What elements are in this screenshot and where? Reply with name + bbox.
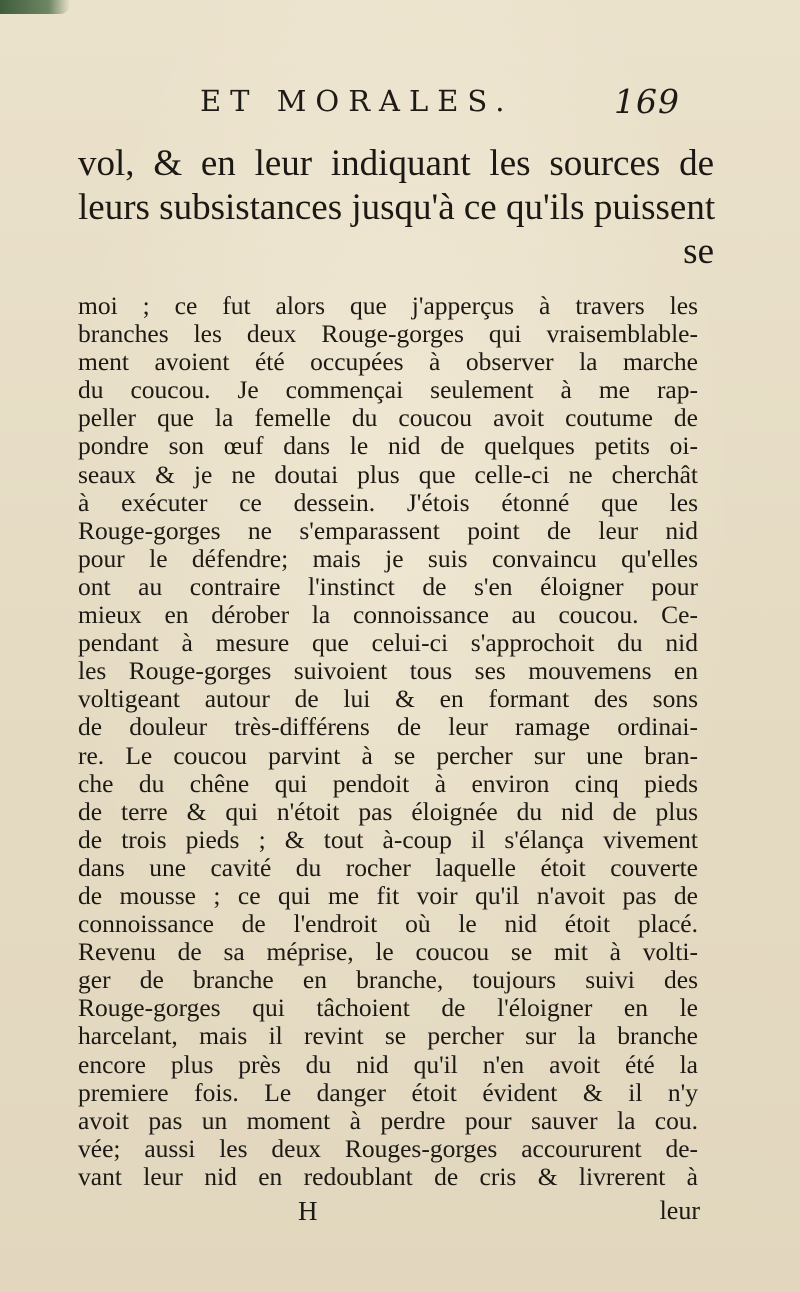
text-line: dans une cavité du rocher laquelle étoit couverte [78,852,698,882]
text-line: premiere fois. Le danger étoit évident & il n'y [78,1077,698,1107]
text-line: re. Le coucou parvint à se percher sur une bran- [78,740,698,770]
text-line: voltigeant autour de lui & en formant des sons [78,684,698,714]
text-line: de terre & qui n'étoit pas éloignée du nid de plus [78,796,698,826]
text-line: harcelant, mais il revint se percher sur la branche [78,1021,698,1051]
text-line: pondre son œuf dans le nid de quelques petits oi- [78,431,698,461]
bleed-through-text [78,142,714,274]
text-line: de trois pieds ; & tout à-coup il s'élança vivement [78,824,698,854]
text-line: che du chêne qui pendoit à environ cinq pieds [78,768,698,798]
text-line: vol, & en leur indiquant les sources de [78,143,714,184]
green-corner-mark [0,0,70,14]
text-line: du coucou. Je commençai seulement à me rap- [78,375,698,405]
text-line: vant leur nid en redoublant de cris & livrerent à [78,1161,698,1191]
text-line: Revenu de sa méprise, le coucou se mit à volti- [78,937,698,967]
text-line: de mousse ; ce qui me fit voir qu'il n'avoit pas de [78,880,698,910]
running-head: ET MORALES. [200,84,514,118]
text-line: connoissance de l'endroit où le nid étoit placé. [78,909,698,939]
text-line: leurs subsistances jusqu'à ce qu'ils puissent [78,187,716,228]
text-line: de douleur très-différens de leur ramage ordinai- [78,712,698,742]
signature-mark: H [298,1196,318,1226]
page-number: 169 [614,82,680,121]
text-line: pour le défendre; mais je suis convaincu qu'elles [78,543,698,573]
text-line: branches les deux Rouge-gorges qui vraisemblable- [78,319,698,349]
text-line: vée; aussi les deux Rouges-gorges accoururent de- [78,1133,698,1163]
text-line: avoit pas un moment à perdre pour sauver la cou. [78,1105,698,1135]
text-line: ger de branche en branche, toujours suivi des [78,965,698,995]
text-line: ont au contraire l'instinct de s'en éloigner pour [78,571,698,601]
body-paragraph [78,292,698,1191]
text-line: mieux en dérober la connoissance au coucou. Ce- [78,600,698,630]
text-line: encore plus près du nid qu'il n'en avoit été la [78,1049,698,1079]
text-line: peller que la femelle du coucou avoit coutume de [78,403,698,433]
text-line: Rouge-gorges ne s'emparassent point de leur nid [78,515,698,545]
text-line: les Rouge-gorges suivoient tous ses mouvemens en [78,656,698,686]
text-line: seaux & je ne doutai plus que celle-ci ne cherchât [78,459,698,489]
text-line: ment avoient été occupées à observer la marche [78,347,698,377]
text-line: Rouge-gorges qui tâchoient de l'éloigner en le [78,993,698,1023]
text-line: à exécuter ce dessein. J'étois étonné que les [78,487,698,517]
text-line: moi ; ce fut alors que j'apperçus à travers les [78,291,698,320]
text-line: pendant à mesure que celui-ci s'approchoit du nid [78,628,698,658]
catchword: leur [659,1196,700,1225]
large-catchword: se [683,231,714,272]
page-header [200,80,680,120]
